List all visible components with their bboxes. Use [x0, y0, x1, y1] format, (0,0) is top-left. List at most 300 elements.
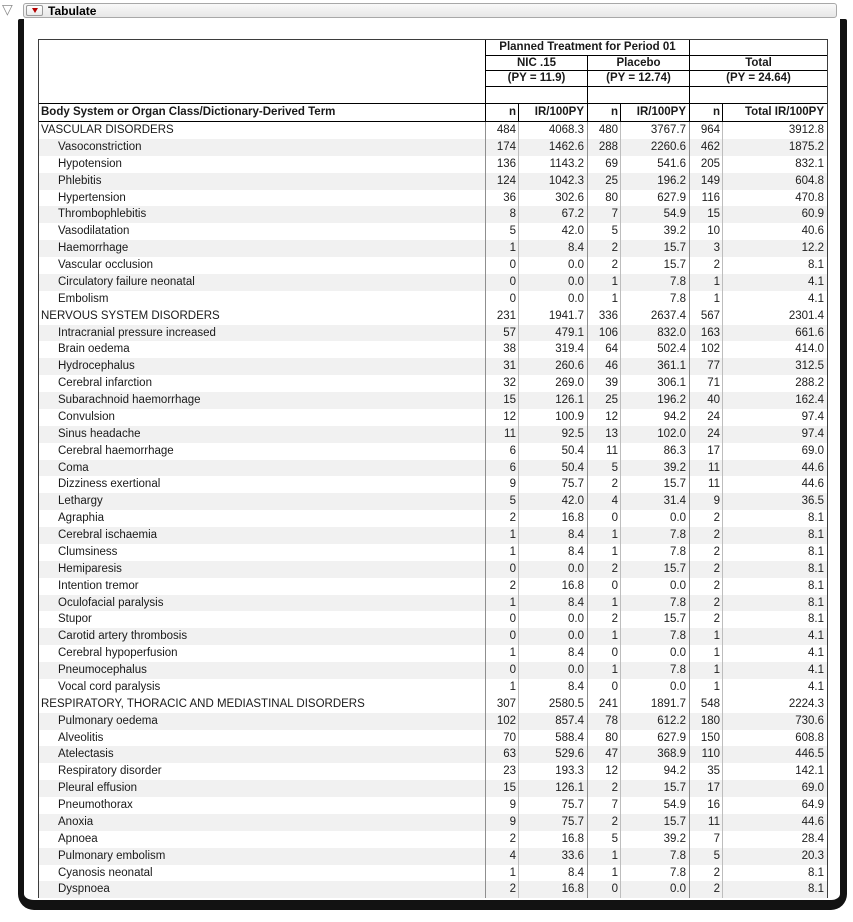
term-row[interactable]: [39, 611, 827, 628]
n-value: 567: [689, 308, 722, 325]
ir-value: 16.8: [518, 578, 587, 595]
n-value: 36: [485, 190, 518, 207]
row-label: Pneumocephalus: [58, 664, 147, 676]
ir-value: 54.9: [620, 206, 689, 223]
py-header-nic: (PY = 11.9): [485, 71, 587, 87]
n-value: 2: [689, 865, 722, 882]
n-value: 63: [485, 746, 518, 763]
n-value: 11: [485, 426, 518, 443]
term-row[interactable]: [39, 460, 827, 477]
n-value: 0: [485, 257, 518, 274]
ir-value: 8.1: [722, 527, 827, 544]
row-label: Oculofacial paralysis: [58, 596, 164, 609]
ir-value: 15.7: [620, 814, 689, 831]
n-value: 180: [689, 713, 722, 730]
group-header-placebo: Placebo: [587, 56, 689, 71]
n-value: 0: [485, 611, 518, 628]
col-header-ir-placebo: IR/100PY: [620, 104, 689, 121]
term-row[interactable]: [39, 257, 827, 274]
ir-value: 319.4: [518, 341, 587, 358]
n-value: 1: [587, 628, 620, 645]
term-row[interactable]: [39, 341, 827, 358]
ir-value: 39.2: [620, 460, 689, 477]
ir-value: 8.4: [518, 645, 587, 662]
term-row[interactable]: [39, 274, 827, 291]
n-value: 231: [485, 308, 518, 325]
n-value: 136: [485, 156, 518, 173]
row-label: RESPIRATORY, THORACIC AND MEDIASTINAL DISORDERS: [41, 697, 365, 710]
group-header-total: Total: [689, 56, 827, 71]
n-value: 5: [587, 223, 620, 240]
ir-value: 7.8: [620, 628, 689, 645]
n-value: 2: [689, 578, 722, 595]
ir-value: 4.1: [722, 291, 827, 308]
ir-value: 7.8: [620, 662, 689, 679]
ir-value: 0.0: [518, 257, 587, 274]
row-label: Circulatory failure neonatal: [58, 275, 195, 288]
term-row[interactable]: [39, 375, 827, 392]
ir-value: 7.8: [620, 848, 689, 865]
n-value: 4: [587, 493, 620, 510]
ir-value: 15.7: [620, 561, 689, 578]
row-label: Alveolitis: [58, 731, 104, 744]
n-value: 32: [485, 375, 518, 392]
n-value: 16: [689, 797, 722, 814]
row-label: Cerebral ischaemia: [58, 529, 158, 541]
outline-title-bar: [23, 3, 837, 18]
term-row[interactable]: [39, 746, 827, 763]
ir-value: 1941.7: [518, 308, 587, 325]
ir-value: 42.0: [518, 493, 587, 510]
ir-value: 0.0: [620, 510, 689, 527]
ir-value: 50.4: [518, 443, 587, 460]
row-label: Stupor: [58, 613, 92, 626]
term-row[interactable]: [39, 291, 827, 308]
ir-value: 44.6: [722, 814, 827, 831]
ir-value: 7.8: [620, 544, 689, 561]
ir-value: 529.6: [518, 746, 587, 763]
n-value: 102: [485, 713, 518, 730]
row-label: Apnoea: [58, 832, 98, 845]
ir-value: 8.1: [722, 595, 827, 612]
ir-value: 44.6: [722, 460, 827, 477]
ir-value: 8.4: [518, 240, 587, 257]
row-label: Coma: [58, 461, 89, 474]
n-value: 12: [587, 763, 620, 780]
n-value: 2: [587, 780, 620, 797]
n-value: 38: [485, 341, 518, 358]
term-row[interactable]: [39, 865, 827, 882]
term-row[interactable]: [39, 814, 827, 831]
row-label: Pulmonary embolism: [58, 849, 166, 862]
term-row[interactable]: [39, 426, 827, 443]
ir-value: 288.2: [722, 375, 827, 392]
ir-value: 8.1: [722, 865, 827, 882]
row-label: Pleural effusion: [58, 782, 138, 795]
n-value: 12: [485, 409, 518, 426]
n-value: 11: [587, 443, 620, 460]
n-value: 2: [689, 611, 722, 628]
py-header-total: (PY = 24.64): [689, 71, 827, 87]
n-value: 2: [587, 561, 620, 578]
n-value: 9: [689, 493, 722, 510]
term-row[interactable]: [39, 392, 827, 409]
term-row[interactable]: [39, 848, 827, 865]
ir-value: 3767.7: [620, 122, 689, 139]
ir-value: 39.2: [620, 831, 689, 848]
n-value: 15: [485, 392, 518, 409]
row-label: Vascular occlusion: [58, 259, 154, 271]
red-dropdown-triangle-icon: [32, 8, 38, 13]
ir-value: 44.6: [722, 476, 827, 493]
term-row[interactable]: [39, 510, 827, 527]
row-label: Thrombophlebitis: [58, 208, 147, 221]
ir-value: 15.7: [620, 257, 689, 274]
row-label: Pneumothorax: [58, 799, 133, 811]
ir-value: 2301.4: [722, 308, 827, 325]
term-row[interactable]: [39, 679, 827, 696]
ir-value: 604.8: [722, 173, 827, 190]
ir-value: 50.4: [518, 460, 587, 477]
term-row[interactable]: [39, 206, 827, 223]
ir-value: 8.4: [518, 595, 587, 612]
n-value: 150: [689, 730, 722, 747]
n-value: 0: [485, 274, 518, 291]
ir-value: 15.7: [620, 611, 689, 628]
n-value: 25: [587, 173, 620, 190]
ir-value: 0.0: [620, 679, 689, 696]
ir-value: 8.4: [518, 527, 587, 544]
row-label: Agraphia: [58, 512, 105, 525]
term-row[interactable]: [39, 578, 827, 595]
ir-value: 302.6: [518, 190, 587, 207]
term-row[interactable]: [39, 156, 827, 173]
row-label: Intracranial pressure increased: [58, 326, 216, 339]
table-header: [39, 40, 827, 122]
n-value: 2: [689, 881, 722, 898]
ir-value: 97.4: [722, 426, 827, 443]
n-value: 6: [485, 460, 518, 477]
n-value: 0: [587, 645, 620, 662]
n-value: 174: [485, 139, 518, 156]
n-value: 548: [689, 696, 722, 713]
ir-value: 31.4: [620, 493, 689, 510]
term-row[interactable]: [39, 797, 827, 814]
n-value: 9: [485, 476, 518, 493]
body-system-row[interactable]: [39, 696, 827, 713]
n-value: 163: [689, 325, 722, 342]
term-row[interactable]: [39, 325, 827, 342]
col-header-n-total: n: [689, 104, 722, 121]
n-value: 124: [485, 173, 518, 190]
n-value: 1: [587, 848, 620, 865]
ir-value: 4.1: [722, 645, 827, 662]
n-value: 1: [587, 291, 620, 308]
term-row[interactable]: [39, 628, 827, 645]
ir-value: 7.8: [620, 865, 689, 882]
ir-value: 0.0: [518, 662, 587, 679]
n-value: 3: [689, 240, 722, 257]
ir-value: 8.1: [722, 881, 827, 898]
ir-value: 627.9: [620, 730, 689, 747]
n-value: 2: [485, 510, 518, 527]
term-row[interactable]: [39, 763, 827, 780]
n-value: 25: [587, 392, 620, 409]
term-row[interactable]: [39, 443, 827, 460]
ir-value: 446.5: [722, 746, 827, 763]
ir-value: 15.7: [620, 240, 689, 257]
n-value: 2: [689, 510, 722, 527]
n-value: 5: [689, 848, 722, 865]
ir-value: 7.8: [620, 595, 689, 612]
ir-value: 260.6: [518, 358, 587, 375]
ir-value: 16.8: [518, 831, 587, 848]
ir-value: 8.1: [722, 561, 827, 578]
ir-value: 193.3: [518, 763, 587, 780]
ir-value: 126.1: [518, 780, 587, 797]
ir-value: 502.4: [620, 341, 689, 358]
ir-value: 588.4: [518, 730, 587, 747]
ir-value: 33.6: [518, 848, 587, 865]
n-value: 1: [689, 274, 722, 291]
ir-value: 0.0: [518, 628, 587, 645]
ir-value: 28.4: [722, 831, 827, 848]
ir-value: 857.4: [518, 713, 587, 730]
term-row[interactable]: [39, 476, 827, 493]
ir-value: 368.9: [620, 746, 689, 763]
n-value: 1: [587, 527, 620, 544]
n-value: 110: [689, 746, 722, 763]
n-value: 116: [689, 190, 722, 207]
ir-value: 8.1: [722, 510, 827, 527]
ir-value: 608.8: [722, 730, 827, 747]
ir-value: 0.0: [518, 611, 587, 628]
n-value: 2: [485, 578, 518, 595]
n-value: 64: [587, 341, 620, 358]
group-header-nic: NIC .15: [485, 56, 587, 71]
term-row[interactable]: [39, 173, 827, 190]
ir-value: 0.0: [620, 578, 689, 595]
n-value: 13: [587, 426, 620, 443]
ir-value: 4.1: [722, 662, 827, 679]
ir-value: 196.2: [620, 392, 689, 409]
n-value: 77: [689, 358, 722, 375]
ir-value: 8.1: [722, 544, 827, 561]
row-label: Dizziness exertional: [58, 478, 161, 491]
row-label: Intention tremor: [58, 579, 139, 592]
term-row[interactable]: [39, 190, 827, 207]
term-row[interactable]: [39, 493, 827, 510]
n-value: 35: [689, 763, 722, 780]
ir-value: 8.4: [518, 865, 587, 882]
ir-value: 832.0: [620, 325, 689, 342]
n-value: 46: [587, 358, 620, 375]
row-label: Haemorrhage: [58, 242, 129, 255]
tabulate-menu-button[interactable]: [26, 5, 43, 16]
n-value: 80: [587, 730, 620, 747]
ir-value: 64.9: [722, 797, 827, 814]
term-row[interactable]: [39, 645, 827, 662]
ir-value: 269.0: [518, 375, 587, 392]
ir-value: 0.0: [518, 291, 587, 308]
ir-value: 94.2: [620, 763, 689, 780]
term-row[interactable]: [39, 780, 827, 797]
n-value: 1: [485, 679, 518, 696]
ir-value: 162.4: [722, 392, 827, 409]
row-label: Pulmonary oedema: [58, 714, 158, 727]
term-row[interactable]: [39, 713, 827, 730]
tabulate-report-table: [38, 39, 828, 898]
ir-value: 4.1: [722, 628, 827, 645]
row-label: Cerebral hypoperfusion: [58, 647, 178, 660]
row-label: Vasodilatation: [58, 225, 130, 238]
ir-value: 16.8: [518, 881, 587, 898]
n-value: 47: [587, 746, 620, 763]
empty-header-cell: [689, 87, 827, 103]
ir-value: 361.1: [620, 358, 689, 375]
ir-value: 8.4: [518, 544, 587, 561]
term-row[interactable]: [39, 881, 827, 898]
col-header-ir-nic: IR/100PY: [518, 104, 587, 121]
n-value: 0: [587, 881, 620, 898]
ir-value: 1042.3: [518, 173, 587, 190]
ir-value: 12.2: [722, 240, 827, 257]
n-value: 0: [485, 662, 518, 679]
col-header-n-nic: n: [485, 104, 518, 121]
n-value: 11: [689, 814, 722, 831]
row-label: Vocal cord paralysis: [58, 680, 161, 693]
n-value: 1: [587, 595, 620, 612]
ir-value: 69.0: [722, 443, 827, 460]
ir-value: 8.1: [722, 611, 827, 628]
n-value: 2: [689, 561, 722, 578]
col-header-total-ir: Total IR/100PY: [722, 104, 827, 121]
term-row[interactable]: [39, 240, 827, 257]
n-value: 480: [587, 122, 620, 139]
ir-value: 102.0: [620, 426, 689, 443]
ir-value: 39.2: [620, 223, 689, 240]
n-value: 2: [485, 881, 518, 898]
term-row[interactable]: [39, 561, 827, 578]
term-row[interactable]: [39, 358, 827, 375]
n-value: 1: [485, 865, 518, 882]
ir-value: 196.2: [620, 173, 689, 190]
n-value: 1: [689, 679, 722, 696]
empty-header-cell: [587, 87, 689, 103]
n-value: 2: [587, 257, 620, 274]
ir-value: 69.0: [722, 780, 827, 797]
n-value: 23: [485, 763, 518, 780]
ir-value: 730.6: [722, 713, 827, 730]
row-label: Vasoconstriction: [58, 140, 142, 153]
ir-value: 67.2: [518, 206, 587, 223]
body-system-row[interactable]: [39, 122, 827, 139]
py-header-placebo: (PY = 12.74): [587, 71, 689, 87]
empty-header-cell: [485, 87, 587, 103]
term-row[interactable]: [39, 409, 827, 426]
ir-value: 4068.3: [518, 122, 587, 139]
row-label: Embolism: [58, 292, 109, 305]
ir-value: 54.9: [620, 797, 689, 814]
n-value: 106: [587, 325, 620, 342]
ir-value: 0.0: [620, 881, 689, 898]
n-value: 2: [587, 611, 620, 628]
term-row[interactable]: [39, 831, 827, 848]
ir-value: 4.1: [722, 274, 827, 291]
ir-value: 8.1: [722, 257, 827, 274]
ir-value: 306.1: [620, 375, 689, 392]
n-value: 484: [485, 122, 518, 139]
table-body: [39, 122, 827, 898]
row-label: Lethargy: [58, 495, 103, 508]
n-value: 1: [689, 291, 722, 308]
n-value: 4: [485, 848, 518, 865]
n-value: 2: [689, 257, 722, 274]
n-value: 12: [587, 409, 620, 426]
n-value: 964: [689, 122, 722, 139]
n-value: 102: [689, 341, 722, 358]
body-system-row[interactable]: [39, 308, 827, 325]
outline-title: Tabulate: [48, 3, 97, 18]
row-label: Hemiparesis: [58, 562, 122, 575]
n-value: 1: [689, 628, 722, 645]
ir-value: 832.1: [722, 156, 827, 173]
n-value: 288: [587, 139, 620, 156]
n-value: 15: [689, 206, 722, 223]
ir-value: 2637.4: [620, 308, 689, 325]
ir-value: 7.8: [620, 527, 689, 544]
ir-value: 75.7: [518, 814, 587, 831]
ir-value: 1143.2: [518, 156, 587, 173]
ir-value: 414.0: [722, 341, 827, 358]
n-value: 241: [587, 696, 620, 713]
ir-value: 15.7: [620, 780, 689, 797]
n-value: 0: [485, 561, 518, 578]
n-value: 1: [485, 595, 518, 612]
term-row[interactable]: [39, 139, 827, 156]
term-row[interactable]: [39, 223, 827, 240]
n-value: 11: [689, 460, 722, 477]
outline-disclosure-icon[interactable]: ▽: [2, 1, 13, 17]
n-value: 5: [485, 223, 518, 240]
n-value: 2: [689, 544, 722, 561]
term-row[interactable]: [39, 662, 827, 679]
n-value: 0: [485, 628, 518, 645]
term-row[interactable]: [39, 544, 827, 561]
row-label: Anoxia: [58, 815, 94, 828]
ir-value: 661.6: [722, 325, 827, 342]
n-value: 78: [587, 713, 620, 730]
ir-value: 2260.6: [620, 139, 689, 156]
n-value: 2: [485, 831, 518, 848]
term-row[interactable]: [39, 730, 827, 747]
term-row[interactable]: [39, 595, 827, 612]
ir-value: 2224.3: [722, 696, 827, 713]
n-value: 0: [587, 679, 620, 696]
n-value: 17: [689, 780, 722, 797]
row-label: Convulsion: [58, 410, 115, 423]
total-spanner-empty-cell: [689, 40, 827, 56]
ir-value: 8.1: [722, 578, 827, 595]
n-value: 1: [485, 240, 518, 257]
n-value: 2: [689, 595, 722, 612]
n-value: 7: [689, 831, 722, 848]
ir-value: 20.3: [722, 848, 827, 865]
n-value: 2: [587, 240, 620, 257]
row-label: Cerebral haemorrhage: [58, 444, 174, 457]
term-row[interactable]: [39, 527, 827, 544]
ir-value: 3912.8: [722, 122, 827, 139]
